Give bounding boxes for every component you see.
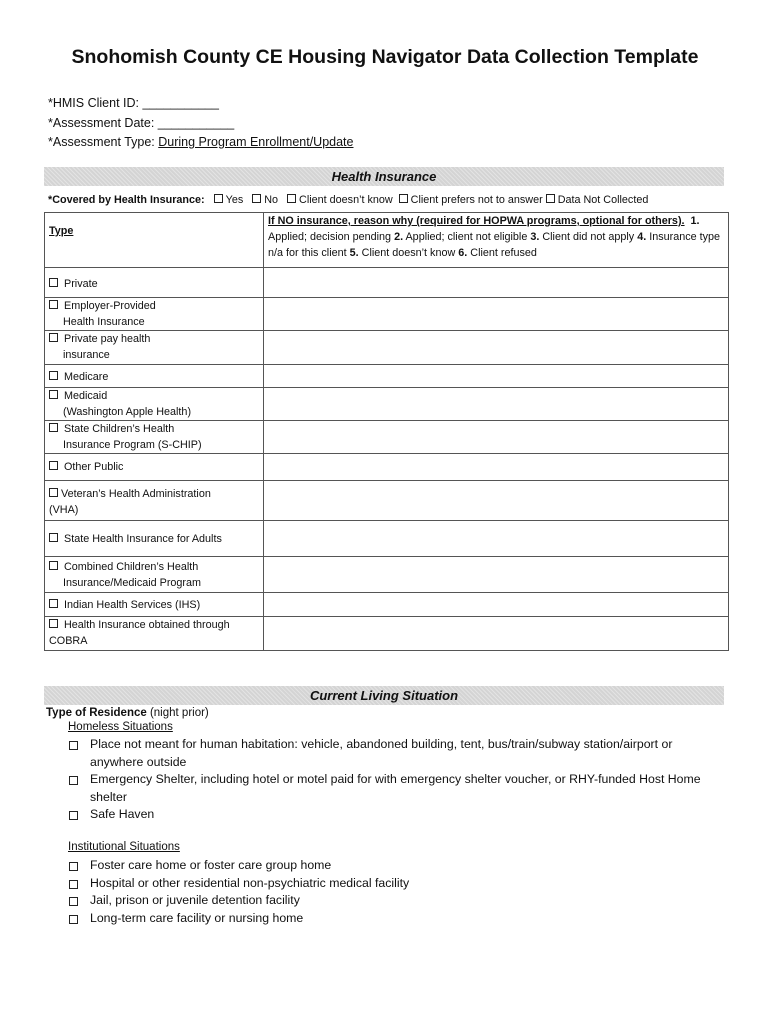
table-row xyxy=(45,557,729,593)
checkbox-icon[interactable] xyxy=(399,194,408,203)
covered-option-doesnt-know[interactable]: Client doesn’t know xyxy=(287,194,393,206)
assessment-date-field[interactable]: *Assessment Date: ___________ xyxy=(48,115,235,130)
covered-by-insurance-row xyxy=(48,194,648,206)
page-title: Snohomish County CE Housing Navigator Data Collection Template xyxy=(71,46,699,68)
type-of-residence: Type of Residence (night prior) xyxy=(46,707,209,719)
type-s-chip[interactable]: State Children’s Health Insurance Program (S-CHIP) xyxy=(45,421,264,454)
table-row xyxy=(45,421,729,454)
table-row xyxy=(45,268,729,298)
reason-cell[interactable] xyxy=(264,617,729,651)
checkbox-icon[interactable] xyxy=(69,776,78,785)
covered-label: *Covered by Health Insurance: xyxy=(48,194,205,206)
checkbox-icon[interactable] xyxy=(69,741,78,750)
reason-header-cell: If NO insurance, reason why (required for HOPWA programs, optional for others). 1. Applied; decision pending 2. Applied; client not eligible 3. Client did not apply 4. Insurance type n/a for this client 5. Client doesn’t know 6. Client refused xyxy=(264,213,729,268)
reason-cell[interactable] xyxy=(264,454,729,481)
type-combined-childrens[interactable]: Combined Children’s Health Insurance/Medicaid Program xyxy=(45,557,264,593)
list-item[interactable]: Emergency Shelter, including hotel or motel paid for with emergency shelter voucher, or RHY-funded Host Home shelter xyxy=(68,771,728,806)
checkbox-icon[interactable] xyxy=(49,390,58,399)
assessment-type-label: *Assessment Type: xyxy=(48,135,159,149)
checkbox-icon[interactable] xyxy=(69,811,78,820)
list-item[interactable]: Foster care home or foster care group home xyxy=(68,857,728,875)
reason-cell[interactable] xyxy=(264,365,729,388)
checkbox-icon[interactable] xyxy=(49,300,58,309)
covered-option-yes[interactable]: Yes xyxy=(214,194,244,206)
type-state-adults[interactable]: State Health Insurance for Adults xyxy=(45,521,264,557)
checkbox-icon[interactable] xyxy=(287,194,296,203)
checkbox-icon[interactable] xyxy=(546,194,555,203)
reason-cell[interactable] xyxy=(264,521,729,557)
checkbox-icon[interactable] xyxy=(49,533,58,542)
table-row xyxy=(45,617,729,651)
checkbox-icon[interactable] xyxy=(69,915,78,924)
checkbox-icon[interactable] xyxy=(49,599,58,608)
reason-cell[interactable] xyxy=(264,421,729,454)
checkbox-icon[interactable] xyxy=(252,194,261,203)
checkbox-icon[interactable] xyxy=(69,880,78,889)
list-item[interactable]: Place not meant for human habitation: vehicle, abandoned building, tent, bus/train/subway station/airport or anywhere outside xyxy=(68,736,728,771)
table-row xyxy=(45,521,729,557)
checkbox-icon[interactable] xyxy=(49,371,58,380)
checkbox-icon[interactable] xyxy=(49,561,58,570)
type-other-public[interactable]: Other Public xyxy=(45,454,264,481)
type-medicaid[interactable]: Medicaid (Washington Apple Health) xyxy=(45,388,264,421)
assessment-type-line xyxy=(48,133,353,153)
checkbox-icon[interactable] xyxy=(214,194,223,203)
table-row xyxy=(45,454,729,481)
client-id-field[interactable]: *HMIS Client ID: ___________ xyxy=(48,96,219,110)
reason-cell[interactable] xyxy=(264,298,729,331)
covered-option-prefers-not[interactable]: Client prefers not to answer xyxy=(399,194,543,206)
table-row xyxy=(45,388,729,421)
checkbox-icon[interactable] xyxy=(69,897,78,906)
reason-cell[interactable] xyxy=(264,481,729,521)
list-item[interactable]: Hospital or other residential non-psychiatric medical facility xyxy=(68,875,728,893)
type-vha[interactable]: Veteran’s Health Administration (VHA) xyxy=(45,481,264,521)
checkbox-icon[interactable] xyxy=(49,278,58,287)
table-row xyxy=(45,365,729,388)
table-header-row xyxy=(45,213,729,268)
type-private-pay[interactable]: Private pay health insurance xyxy=(45,331,264,365)
reason-cell[interactable] xyxy=(264,593,729,617)
living-situation-heading: Current Living Situation xyxy=(44,686,724,705)
covered-option-not-collected[interactable]: Data Not Collected xyxy=(546,194,649,206)
health-insurance-heading: Health Insurance xyxy=(44,167,724,186)
type-employer-provided[interactable]: Employer-Provided Health Insurance xyxy=(45,298,264,331)
reason-cell[interactable] xyxy=(264,331,729,365)
assessment-type-value: During Program Enrollment/Update xyxy=(158,135,354,149)
assessment-meta xyxy=(48,94,353,153)
reason-cell[interactable] xyxy=(264,388,729,421)
checkbox-icon[interactable] xyxy=(49,619,58,628)
list-item[interactable]: Jail, prison or juvenile detention facility xyxy=(68,892,728,910)
reason-cell[interactable] xyxy=(264,557,729,593)
homeless-situations-list xyxy=(68,736,728,824)
type-private[interactable]: Private xyxy=(45,268,264,298)
checkbox-icon[interactable] xyxy=(49,333,58,342)
reason-header: If NO insurance, reason why (required for HOPWA programs, optional for others). xyxy=(268,215,685,227)
checkbox-icon[interactable] xyxy=(49,461,58,470)
checkbox-icon[interactable] xyxy=(69,862,78,871)
table-row xyxy=(45,298,729,331)
type-ihs[interactable]: Indian Health Services (IHS) xyxy=(45,593,264,617)
health-insurance-table xyxy=(44,212,729,651)
table-row xyxy=(45,331,729,365)
institutional-situations-title: Institutional Situations xyxy=(68,841,180,853)
homeless-situations-title: Homeless Situations xyxy=(68,721,173,733)
list-item[interactable]: Long-term care facility or nursing home xyxy=(68,910,728,928)
type-header-cell xyxy=(45,213,264,268)
type-medicare[interactable]: Medicare xyxy=(45,365,264,388)
type-header: Type xyxy=(49,225,74,237)
checkbox-icon[interactable] xyxy=(49,423,58,432)
type-cobra[interactable]: Health Insurance obtained through COBRA xyxy=(45,617,264,651)
table-row xyxy=(45,481,729,521)
list-item[interactable]: Safe Haven xyxy=(68,806,728,824)
checkbox-icon[interactable] xyxy=(49,488,58,497)
reason-cell[interactable] xyxy=(264,268,729,298)
table-row xyxy=(45,593,729,617)
covered-option-no[interactable]: No xyxy=(252,194,278,206)
institutional-situations-list xyxy=(68,857,728,927)
